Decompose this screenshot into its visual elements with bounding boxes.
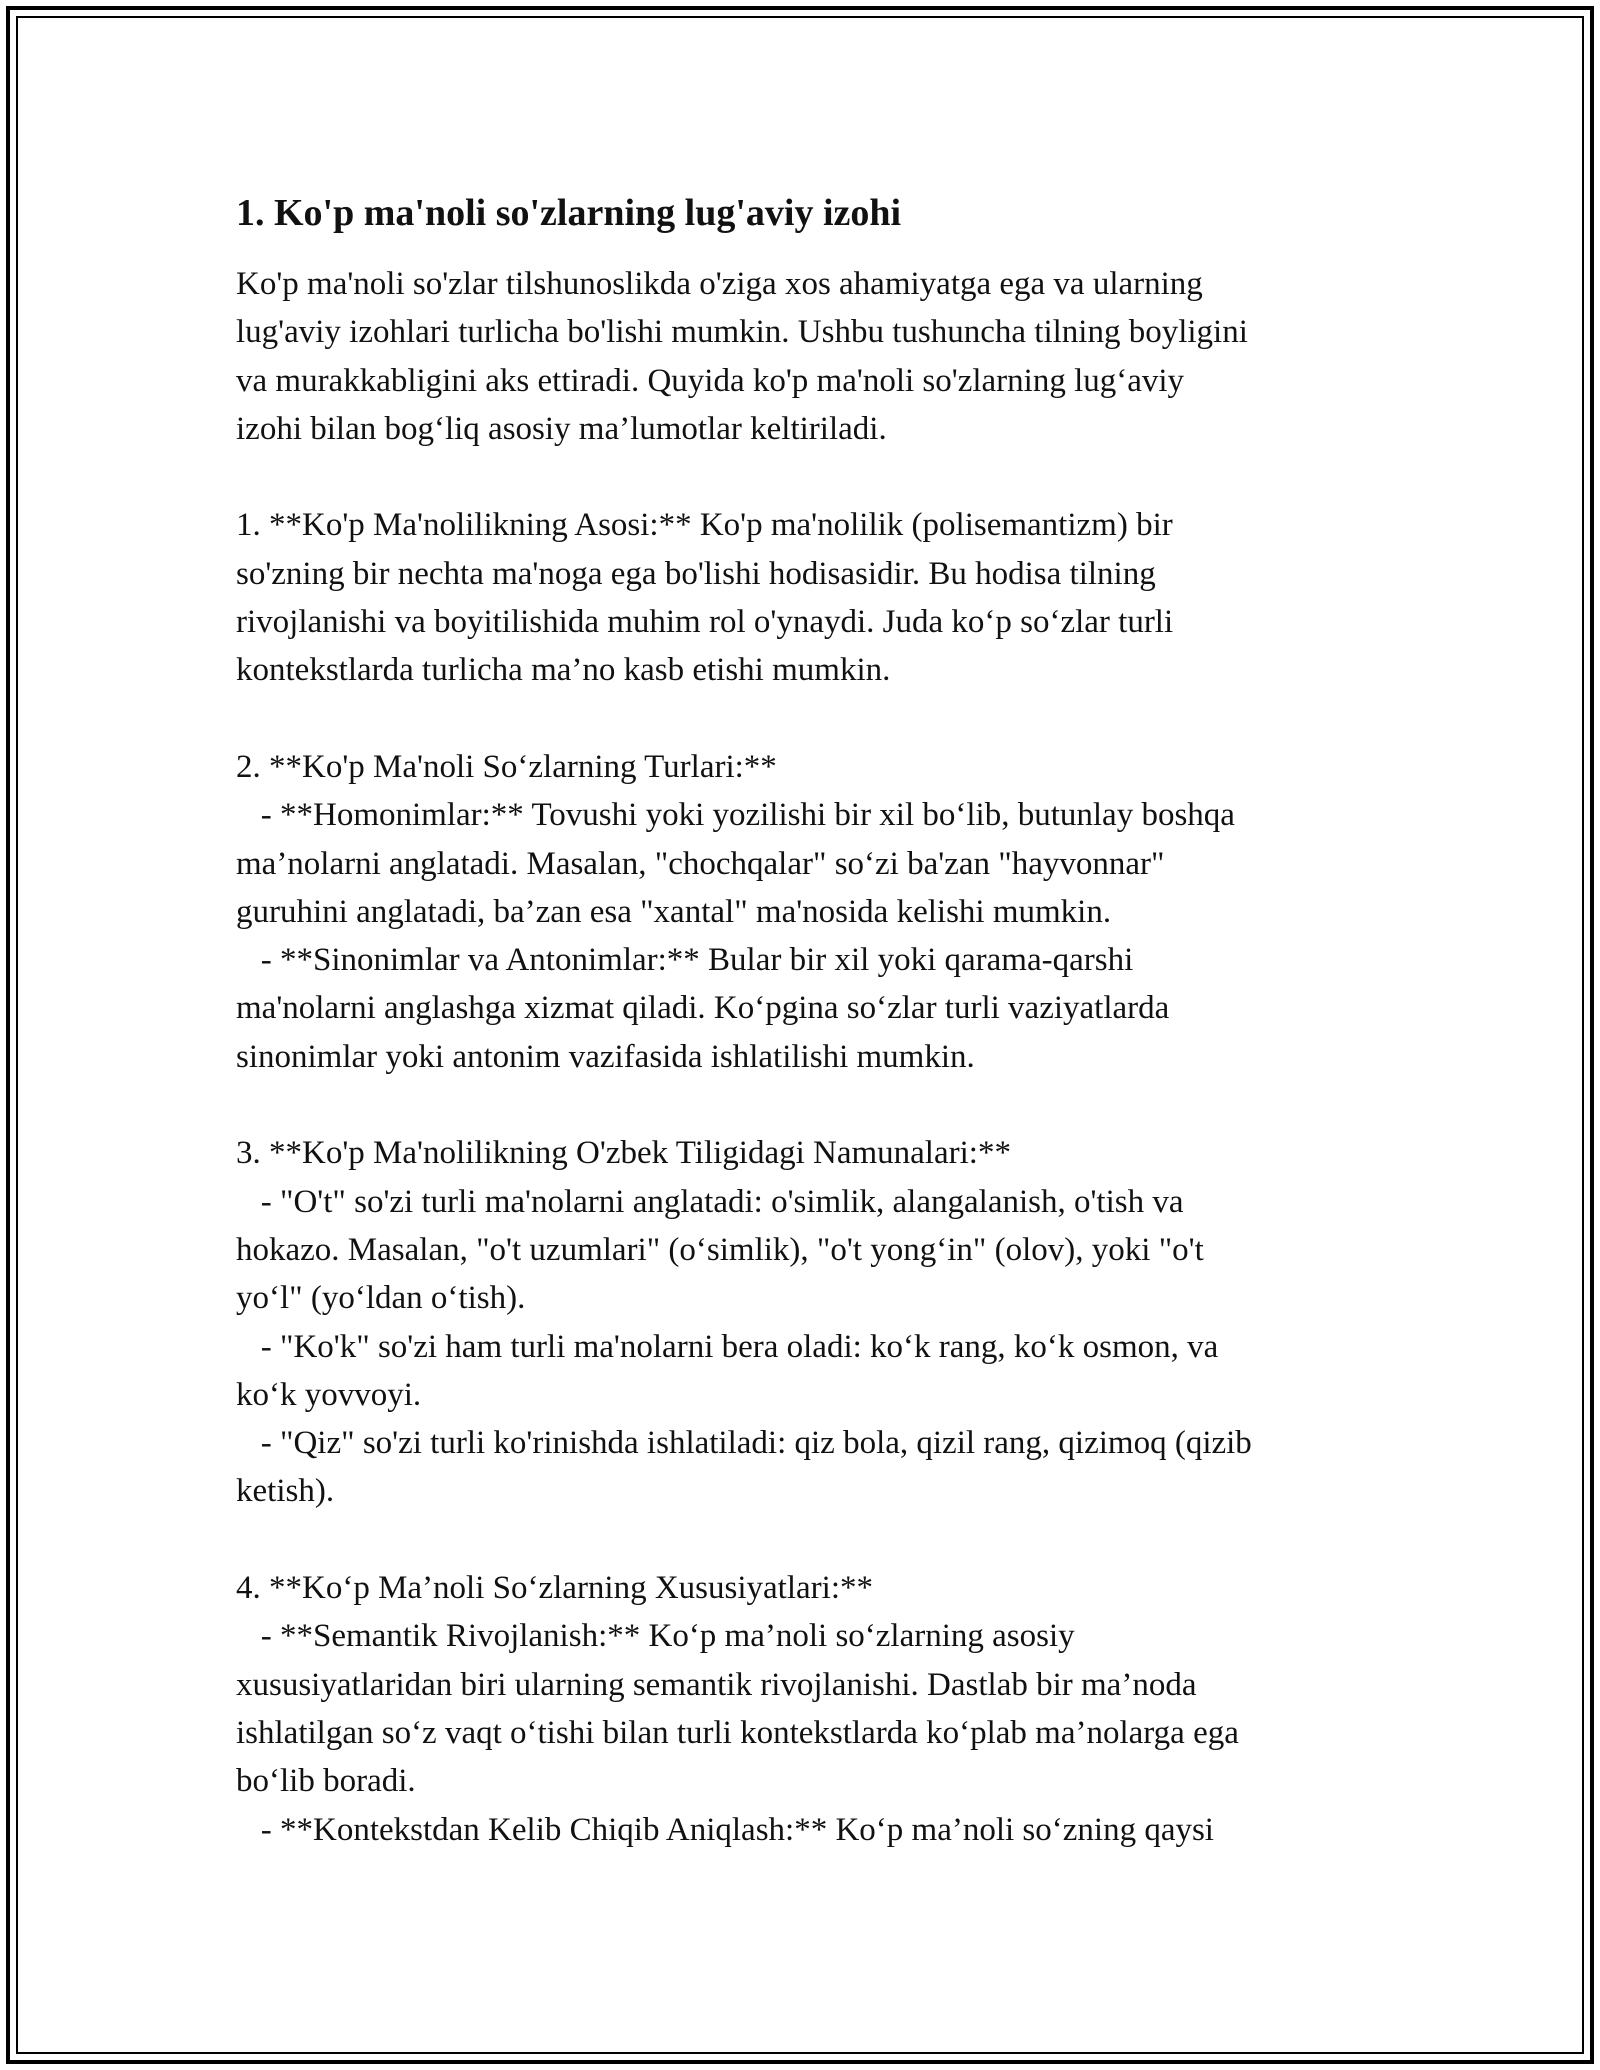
paragraph-gap <box>236 453 1366 501</box>
text-line: Ko'p ma'noli so'zlar tilshunoslikda o'ziga xos ahamiyatga ega va ularning <box>236 266 1203 302</box>
text-line: 3. **Ko'p Ma'nolilikning O'zbek Tiligidagi Namunalari:** <box>236 1135 1011 1172</box>
text-line: guruhini anglatadi, ba’zan esa "xantal" ma'nosida kelishi mumkin. <box>236 893 1112 930</box>
section-3-paragraph <box>236 1129 1366 1515</box>
text-line: - **Sinonimlar va Antonimlar:** Bular bir xil yoki qarama-qarshi <box>236 942 1134 979</box>
text-line: ishlatilgan so‘z vaqt o‘tishi bilan turli kontekstlarda ko‘plab ma’nolarga ega <box>236 1714 1239 1751</box>
document-body <box>236 188 1366 1854</box>
text-line: so'zning bir nechta ma'noga ega bo'lishi hodisasidir. Bu hodisa tilning <box>236 555 1156 592</box>
text-line: hokazo. Masalan, "o't uzumlari" (o‘simlik), "o't yong‘in" (olov), yoki "o't <box>236 1231 1204 1268</box>
section-2-paragraph <box>236 743 1366 1081</box>
text-line: - **Kontekstdan Kelib Chiqib Aniqlash:** Ko‘p ma’noli so‘zning qaysi <box>236 1811 1214 1848</box>
paragraph-gap <box>236 1516 1366 1564</box>
section-1-paragraph <box>236 501 1366 694</box>
text-line: - "Ko'k" so'zi ham turli ma'nolarni bera oladi: ko‘k rang, ko‘k osmon, va <box>236 1328 1219 1365</box>
text-line: - **Homonimlar:** Tovushi yoki yozilishi bir xil bo‘lib, butunlay boshqa <box>236 797 1235 834</box>
text-line: ketish). <box>236 1473 335 1510</box>
document-heading: 1. Ko'p ma'noli so'zlarning lug'aviy izohi <box>236 192 902 234</box>
text-line: - **Semantik Rivojlanish:** Ko‘p ma’noli so‘zlarning asosiy <box>236 1618 1075 1655</box>
text-line: kontekstlarda turlicha ma’no kasb etishi mumkin. <box>236 652 891 689</box>
text-line: xususiyatlaridan biri ularning semantik rivojlanishi. Dastlab bir ma’noda <box>236 1666 1197 1703</box>
text-line: bo‘lib boradi. <box>236 1763 416 1800</box>
text-line: lug'aviy izohlari turlicha bo'lishi mumkin. Ushbu tushuncha tilning boyligini <box>236 314 1248 351</box>
text-line: izohi bilan bog‘liq asosiy ma’lumotlar keltiriladi. <box>236 410 887 447</box>
text-line: rivojlanishi va boyitilishida muhim rol o'ynaydi. Juda ko‘p so‘zlar turli <box>236 604 1174 641</box>
text-line: - "Qiz" so'zi turli ko'rinishda ishlatiladi: qiz bola, qizil rang, qizimoq (qizib <box>236 1425 1252 1462</box>
text-line: ko‘k yovvoyi. <box>236 1376 422 1413</box>
section-4-paragraph <box>236 1564 1366 1854</box>
paragraph-gap <box>236 695 1366 743</box>
text-line: - "O't" so'zi turli ma'nolarni anglatadi: o'simlik, alangalanish, o'tish va <box>236 1183 1184 1220</box>
text-line: 2. **Ko'p Ma'noli So‘zlarning Turlari:** <box>236 748 777 785</box>
text-line: va murakkabligini aks ettiradi. Quyida ko'p ma'noli so'zlarning lug‘aviy <box>236 362 1185 399</box>
text-line: 1. **Ko'p Ma'nolilikning Asosi:** Ko'p ma'nolilik (polisemantizm) bir <box>236 507 1173 544</box>
text-line: yo‘l" (yo‘ldan o‘tish). <box>236 1280 526 1317</box>
intro-paragraph <box>236 260 1366 453</box>
paragraph-gap <box>236 1081 1366 1129</box>
text-line: ma'nolarni anglashga xizmat qiladi. Ko‘pgina so‘zlar turli vaziyatlarda <box>236 990 1170 1027</box>
text-line: 4. **Ko‘p Ma’noli So‘zlarning Xususiyatlari:** <box>236 1570 873 1607</box>
text-line: sinonimlar yoki antonim vazifasida ishlatilishi mumkin. <box>236 1038 975 1075</box>
text-line: ma’nolarni anglatadi. Masalan, "chochqalar" so‘zi ba'zan "hayvonnar" <box>236 845 1165 882</box>
